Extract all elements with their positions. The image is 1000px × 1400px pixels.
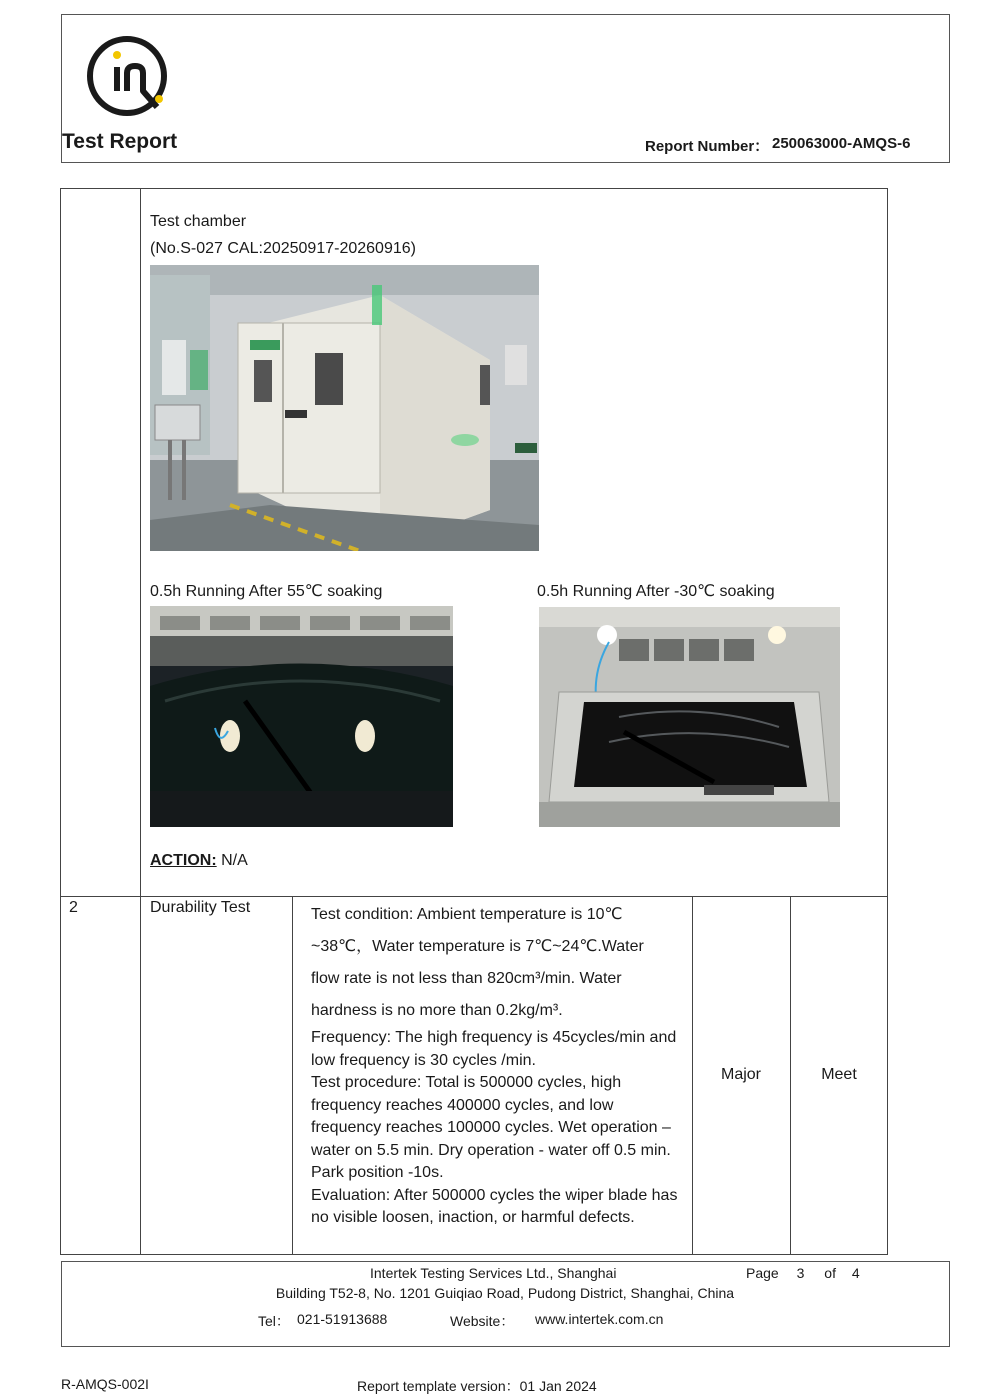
action-line xyxy=(150,852,248,870)
classification: Major xyxy=(720,1066,761,1083)
condition-line-4: hardness is no more than 0.2kg/m³. xyxy=(311,1002,563,1019)
report-number: 250063000-AMQS-6 xyxy=(772,135,911,152)
template-code: R-AMQS-002I xyxy=(61,1376,149,1392)
test-condition-block xyxy=(311,899,686,1230)
page-total: 4 xyxy=(851,1265,860,1281)
test-chamber-photo xyxy=(150,265,539,551)
evaluation-text: Evaluation: After 500000 cycles the wiper blade has no visible loosen, inaction, or harmful defects. xyxy=(311,1186,678,1226)
table-col-divider-2 xyxy=(292,896,293,1255)
footer-tel: 021-51913688 xyxy=(297,1311,388,1327)
page-current: 3 xyxy=(796,1265,805,1281)
page-indicator xyxy=(746,1265,860,1281)
page-of: of xyxy=(824,1265,836,1281)
row-number: 2 xyxy=(69,899,78,916)
footer-website[interactable]: www.intertek.com.cn xyxy=(535,1311,664,1327)
report-title: Test Report xyxy=(62,130,178,153)
table-row-divider xyxy=(60,896,888,897)
condition-line-1: Test condition: Ambient temperature is 10℃ xyxy=(311,906,623,923)
frequency-text: Frequency: The high frequency is 45cycles/min and low frequency is 30 cycles /min. xyxy=(311,1029,677,1069)
result: Meet xyxy=(821,1066,857,1083)
procedure-text: Test procedure: Total is 500000 cycles, high frequency reaches 400000 cycles, and low frequency reaches 100000 cycles. Wet operation – water on 5.5 min. Dry operation - water off 0.5 min. Park position -10s. xyxy=(311,1074,671,1181)
footer-address: Building T52-8, No. 1201 Guiqiao Road, Pudong District, Shanghai, China xyxy=(275,1285,735,1301)
template-version: Report template version：01 Jan 2024 xyxy=(357,1378,597,1394)
chamber-id: (No.S-027 CAL:20250917-20260916) xyxy=(150,240,416,257)
action-value: N/A xyxy=(216,852,248,869)
report-number-label: Report Number： xyxy=(645,138,770,155)
footer-website-label: Website： xyxy=(450,1313,515,1329)
caption-hot-soak: 0.5h Running After 55℃ soaking xyxy=(150,583,383,600)
test-item: Durability Test xyxy=(150,899,251,916)
footer-tel-label: Tel： xyxy=(258,1313,290,1329)
caption-cold-soak: 0.5h Running After -30℃ soaking xyxy=(537,583,775,600)
intertek-logo-icon xyxy=(84,33,174,119)
chamber-title: Test chamber xyxy=(150,213,247,230)
condition-line-2: ~38℃，Water temperature is 7℃~24℃.Water xyxy=(311,938,644,955)
page-label: Page xyxy=(746,1265,779,1281)
footer-company: Intertek Testing Services Ltd., Shanghai xyxy=(370,1265,617,1281)
table-col-divider-1 xyxy=(140,188,141,1255)
condition-line-3: flow rate is not less than 820cm³/min. Water xyxy=(311,970,622,987)
action-label: ACTION: xyxy=(150,852,217,869)
cold-soak-windshield-photo xyxy=(539,607,840,827)
hot-soak-windshield-photo xyxy=(150,606,453,827)
